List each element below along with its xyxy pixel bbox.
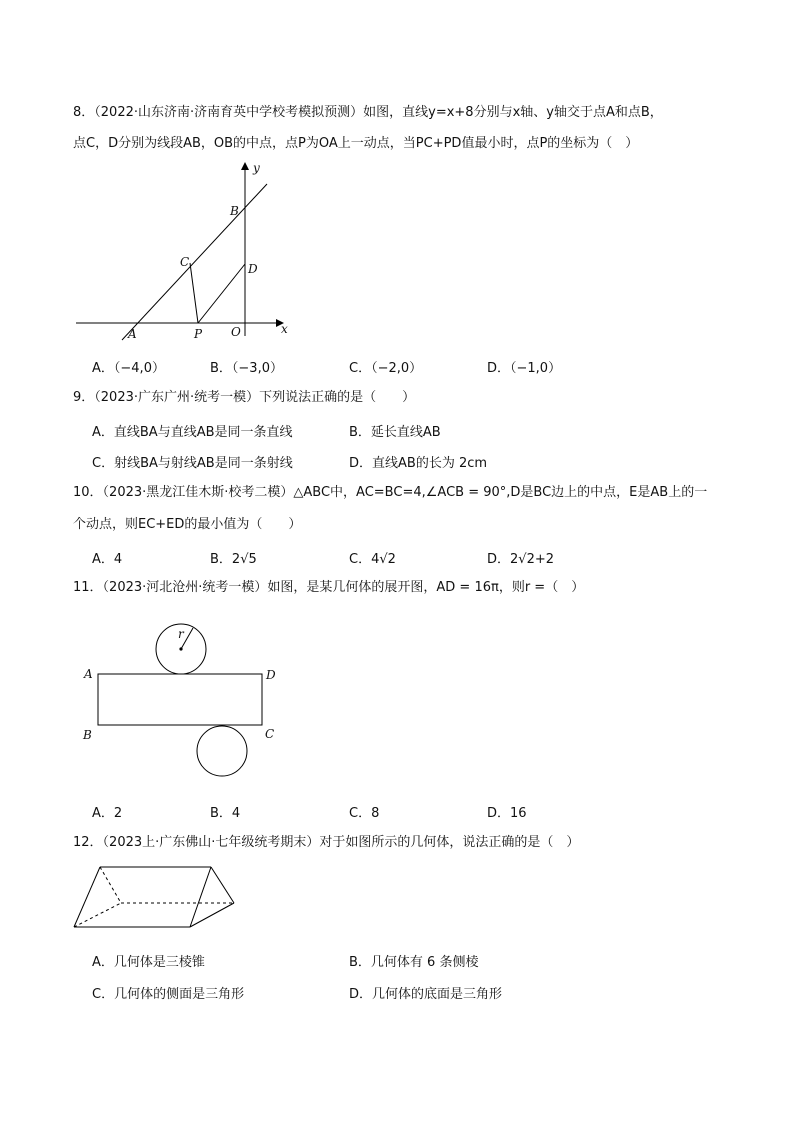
q11-label-B: B: [83, 728, 92, 742]
q12-option-c: C．几何体的侧面是三角形: [92, 987, 245, 1002]
q9-option-a: A．直线BA与直线AB是同一条直线: [92, 425, 293, 440]
q11-stem: 11．（2023·河北沧州·统考一模）如图，是某几何体的展开图，AD = 16π，则r =（ ）: [73, 580, 585, 595]
q12-option-d: D．几何体的底面是三角形: [349, 987, 503, 1002]
q12-stem: 12．（2023上·广东佛山·七年级统考期末）对于如图所示的几何体，说法正确的是（ ）: [73, 835, 580, 850]
q8-label-x: x: [281, 322, 288, 336]
q10-option-a: A．4: [92, 552, 123, 567]
q9-option-d: D．直线AB的长为 2cm: [349, 456, 488, 471]
q8-figure: [70, 158, 300, 343]
q9-stem: 9．（2023·广东广州·统考一模）下列说法正确的是（ ）: [73, 390, 416, 405]
q8-label-B: B: [230, 204, 239, 218]
q8-label-y: y: [253, 161, 260, 175]
q10-option-b: B．2√5: [210, 552, 257, 567]
q11-label-r: r: [178, 627, 184, 641]
q10-option-d: D．2√2+2: [487, 552, 554, 567]
q10-stem-line2: 个动点，则EC+ED的最小值为（ ）: [73, 517, 302, 532]
q10-stem-line1: 10．（2023·黑龙江佳木斯·校考二模）△ABC中，AC=BC=4,∠ACB = 90°,D是BC边上的中点，E是AB上的一: [73, 485, 708, 500]
q8-option-b: B．（−3,0）: [210, 361, 283, 376]
q11-option-c: C．8: [349, 806, 380, 821]
q8-option-c: C．（−2,0）: [349, 361, 423, 376]
q8-stem-line2: 点C，D分别为线段AB，OB的中点，点P为OA上一动点，当PC+PD值最小时，点P的坐标为（ ）: [73, 136, 639, 151]
q11-option-a: A．2: [92, 806, 123, 821]
q12-option-a: A．几何体是三棱锥: [92, 955, 205, 970]
q8-label-D: D: [248, 262, 258, 276]
q11-figure: [78, 618, 288, 780]
q12-option-b: B．几何体有 6 条侧棱: [349, 955, 479, 970]
q8-label-P: P: [194, 327, 203, 341]
q11-label-D: D: [266, 668, 276, 682]
q8-option-d: D．（−1,0）: [487, 361, 562, 376]
q9-option-c: C．射线BA与射线AB是同一条射线: [92, 456, 293, 471]
q9-option-b: B．延长直线AB: [349, 425, 441, 440]
q11-label-A: A: [84, 667, 93, 681]
q11-label-C: C: [265, 727, 275, 741]
q8-option-a: A．（−4,0）: [92, 361, 165, 376]
q12-figure: [70, 860, 240, 935]
q11-option-b: B．4: [210, 806, 241, 821]
q10-option-c: C．4√2: [349, 552, 396, 567]
q11-option-d: D．16: [487, 806, 527, 821]
q8-label-C: C: [180, 255, 190, 269]
q8-stem-line1: 8．（2022·山东济南·济南育英中学校考模拟预测）如图，直线y=x+8分别与x轴、y轴交于点A和点B，: [73, 105, 663, 120]
q8-label-A: A: [128, 327, 137, 341]
q8-label-O: O: [231, 325, 241, 339]
